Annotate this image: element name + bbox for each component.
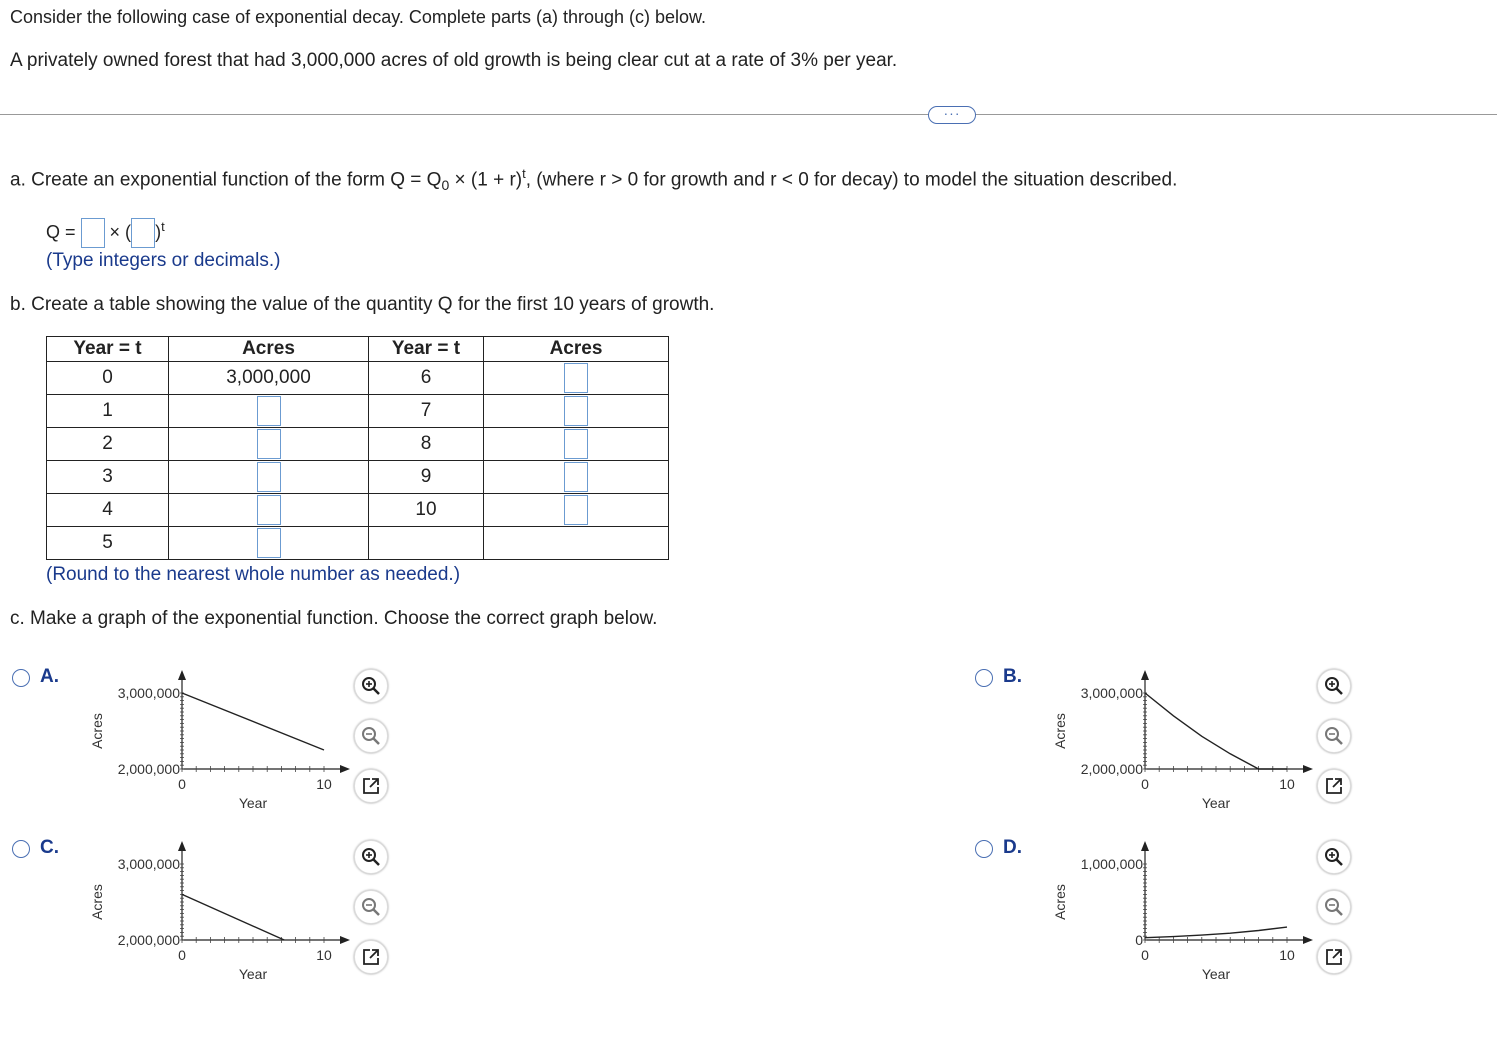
y-tick-label-bottom: 2,000,000 [117, 761, 180, 777]
expand-more-button[interactable]: ··· [928, 106, 976, 124]
y-axis-arrow [1141, 670, 1149, 680]
x-axis-arrow [340, 765, 350, 773]
eq-exponent: t [161, 218, 165, 234]
acres-input-year-4[interactable] [257, 495, 281, 525]
option-c-chart [72, 837, 372, 987]
x-axis-label: Year [238, 795, 268, 811]
y-tick-label-top: 3,000,000 [117, 685, 180, 701]
option-b-radio[interactable] [975, 669, 993, 687]
acres-input-year-2[interactable] [257, 429, 281, 459]
acres-input-year-9[interactable] [564, 462, 588, 492]
zoom-in-icon [1324, 847, 1344, 867]
eq-q-label: Q = [46, 221, 76, 242]
option-b-chart [1035, 666, 1335, 816]
y-tick-label-top: 1,000,000 [1080, 856, 1143, 872]
year-cell: 9 [369, 461, 484, 494]
acres-input-year-1[interactable] [257, 396, 281, 426]
part-a-hint: (Type integers or decimals.) [46, 250, 281, 271]
x-axis-arrow [340, 936, 350, 944]
eq-close-label: ) [155, 221, 162, 242]
table-row [47, 428, 669, 461]
table-row [47, 461, 669, 494]
section-divider [0, 114, 1497, 115]
table-row [47, 362, 669, 395]
table-row [47, 395, 669, 428]
x-tick-label-10: 10 [1279, 947, 1295, 963]
part-b-prompt: b. Create a table showing the value of the quantity Q for the first 10 years of growth. [10, 294, 715, 315]
y-tick-label-bottom: 2,000,000 [1080, 761, 1143, 777]
option-a-open-new-window-button[interactable] [354, 769, 388, 803]
acres-cell [169, 395, 369, 428]
zoom-out-icon [361, 897, 381, 917]
series-line [1145, 927, 1287, 938]
acres-cell [484, 527, 669, 560]
year-cell: 8 [369, 428, 484, 461]
option-b-zoom-out-button[interactable] [1317, 719, 1351, 753]
x-axis-label: Year [1201, 795, 1231, 811]
zoom-out-icon [361, 726, 381, 746]
year-cell: 1 [47, 395, 169, 428]
header-year-right: Year = t [369, 337, 484, 362]
header-year-left: Year = t [47, 337, 169, 362]
acres-input-year-6[interactable] [564, 363, 588, 393]
x-axis-label: Year [238, 966, 268, 982]
acres-cell [169, 461, 369, 494]
series-line [182, 693, 324, 750]
table-header-row [47, 337, 669, 362]
option-a-radio[interactable] [12, 669, 30, 687]
y-axis-arrow [178, 670, 186, 680]
growth-factor-input[interactable] [131, 218, 155, 248]
y-tick-label-top: 3,000,000 [1080, 685, 1143, 701]
part-b-hint: (Round to the nearest whole number as needed.) [46, 564, 461, 585]
x-tick-label-0: 0 [178, 776, 186, 792]
part-a-prompt [10, 166, 1177, 193]
x-tick-label-10: 10 [1279, 776, 1295, 792]
year-cell: 10 [369, 494, 484, 527]
y-tick-label-top: 3,000,000 [117, 856, 180, 872]
year-cell: 7 [369, 395, 484, 428]
option-b-open-new-window-button[interactable] [1317, 769, 1351, 803]
problem-text: A privately owned forest that had 3,000,000 acres of old growth is being clear cut at a rate of 3% per year. [10, 50, 898, 71]
acres-cell [169, 428, 369, 461]
acres-cell [484, 428, 669, 461]
year-cell [369, 527, 484, 560]
acres-table [46, 336, 669, 560]
acres-cell [484, 362, 669, 395]
table-row [47, 494, 669, 527]
part-a-prompt-1: a. Create an exponential function of the form Q = Q [10, 169, 442, 191]
y-axis-label: Acres [1052, 884, 1068, 920]
option-a-zoom-in-button[interactable] [354, 669, 388, 703]
option-d-open-new-window-button[interactable] [1317, 940, 1351, 974]
acres-cell [484, 461, 669, 494]
acres-input-year-3[interactable] [257, 462, 281, 492]
option-a-zoom-out-button[interactable] [354, 719, 388, 753]
header-acres-right: Acres [484, 337, 669, 362]
acres-input-year-7[interactable] [564, 396, 588, 426]
y-axis-arrow [178, 841, 186, 851]
option-c-zoom-out-button[interactable] [354, 890, 388, 924]
option-b-letter: B. [1003, 666, 1022, 687]
x-axis-arrow [1303, 765, 1313, 773]
x-tick-label-0: 0 [1141, 947, 1149, 963]
y-axis-label: Acres [89, 884, 105, 920]
zoom-in-icon [361, 847, 381, 867]
initial-amount-input[interactable] [81, 218, 105, 248]
y-tick-label-bottom: 2,000,000 [117, 932, 180, 948]
option-d-letter: D. [1003, 837, 1022, 858]
table-row [47, 527, 669, 560]
series-line [1145, 693, 1287, 769]
y-axis-label: Acres [1052, 713, 1068, 749]
option-c-letter: C. [40, 837, 59, 858]
x-tick-label-10: 10 [316, 776, 332, 792]
acres-cell [169, 494, 369, 527]
zoom-out-icon [1324, 726, 1344, 746]
option-a-letter: A. [40, 666, 59, 687]
x-axis-arrow [1303, 936, 1313, 944]
x-tick-label-10: 10 [316, 947, 332, 963]
header-acres-left: Acres [169, 337, 369, 362]
acres-input-year-10[interactable] [564, 495, 588, 525]
year-cell: 5 [47, 527, 169, 560]
acres-cell: 3,000,000 [169, 362, 369, 395]
open-new-window-icon [1324, 947, 1344, 967]
year-cell: 3 [47, 461, 169, 494]
x-tick-label-0: 0 [1141, 776, 1149, 792]
option-d-zoom-out-button[interactable] [1317, 890, 1351, 924]
equation-row [46, 218, 165, 248]
part-a-prompt-3: , (where r > 0 for growth and r < 0 for decay) to model the situation described. [525, 169, 1178, 191]
year-cell: 6 [369, 362, 484, 395]
intro-text: Consider the following case of exponential decay. Complete parts (a) through (c) below. [10, 7, 707, 27]
part-a-prompt-2: × (1 + r) [449, 169, 523, 191]
option-d-chart [1035, 837, 1335, 987]
year-cell: 2 [47, 428, 169, 461]
acres-cell [169, 527, 369, 560]
option-b-zoom-in-button[interactable] [1317, 669, 1351, 703]
open-new-window-icon [361, 776, 381, 796]
y-tick-label-bottom: 0 [1135, 932, 1143, 948]
option-c-open-new-window-button[interactable] [354, 940, 388, 974]
option-a-chart [72, 666, 372, 816]
x-axis-label: Year [1201, 966, 1231, 982]
year-cell: 0 [47, 362, 169, 395]
y-axis-arrow [1141, 841, 1149, 851]
acres-cell [484, 395, 669, 428]
part-a-prompt-sub: 0 [441, 177, 450, 194]
part-a-prompt-sup: t [522, 166, 526, 181]
option-c-radio[interactable] [12, 840, 30, 858]
option-d-radio[interactable] [975, 840, 993, 858]
part-c-prompt: c. Make a graph of the exponential function. Choose the correct graph below. [10, 608, 658, 629]
acres-input-year-5[interactable] [257, 528, 281, 558]
open-new-window-icon [361, 947, 381, 967]
option-c-zoom-in-button[interactable] [354, 840, 388, 874]
eq-times-label: × ( [109, 221, 132, 242]
acres-input-year-8[interactable] [564, 429, 588, 459]
acres-cell [484, 494, 669, 527]
x-tick-label-0: 0 [178, 947, 186, 963]
open-new-window-icon [1324, 776, 1344, 796]
y-axis-label: Acres [89, 713, 105, 749]
series-line [182, 894, 284, 940]
year-cell: 4 [47, 494, 169, 527]
zoom-in-icon [1324, 676, 1344, 696]
zoom-out-icon [1324, 897, 1344, 917]
zoom-in-icon [361, 676, 381, 696]
option-d-zoom-in-button[interactable] [1317, 840, 1351, 874]
